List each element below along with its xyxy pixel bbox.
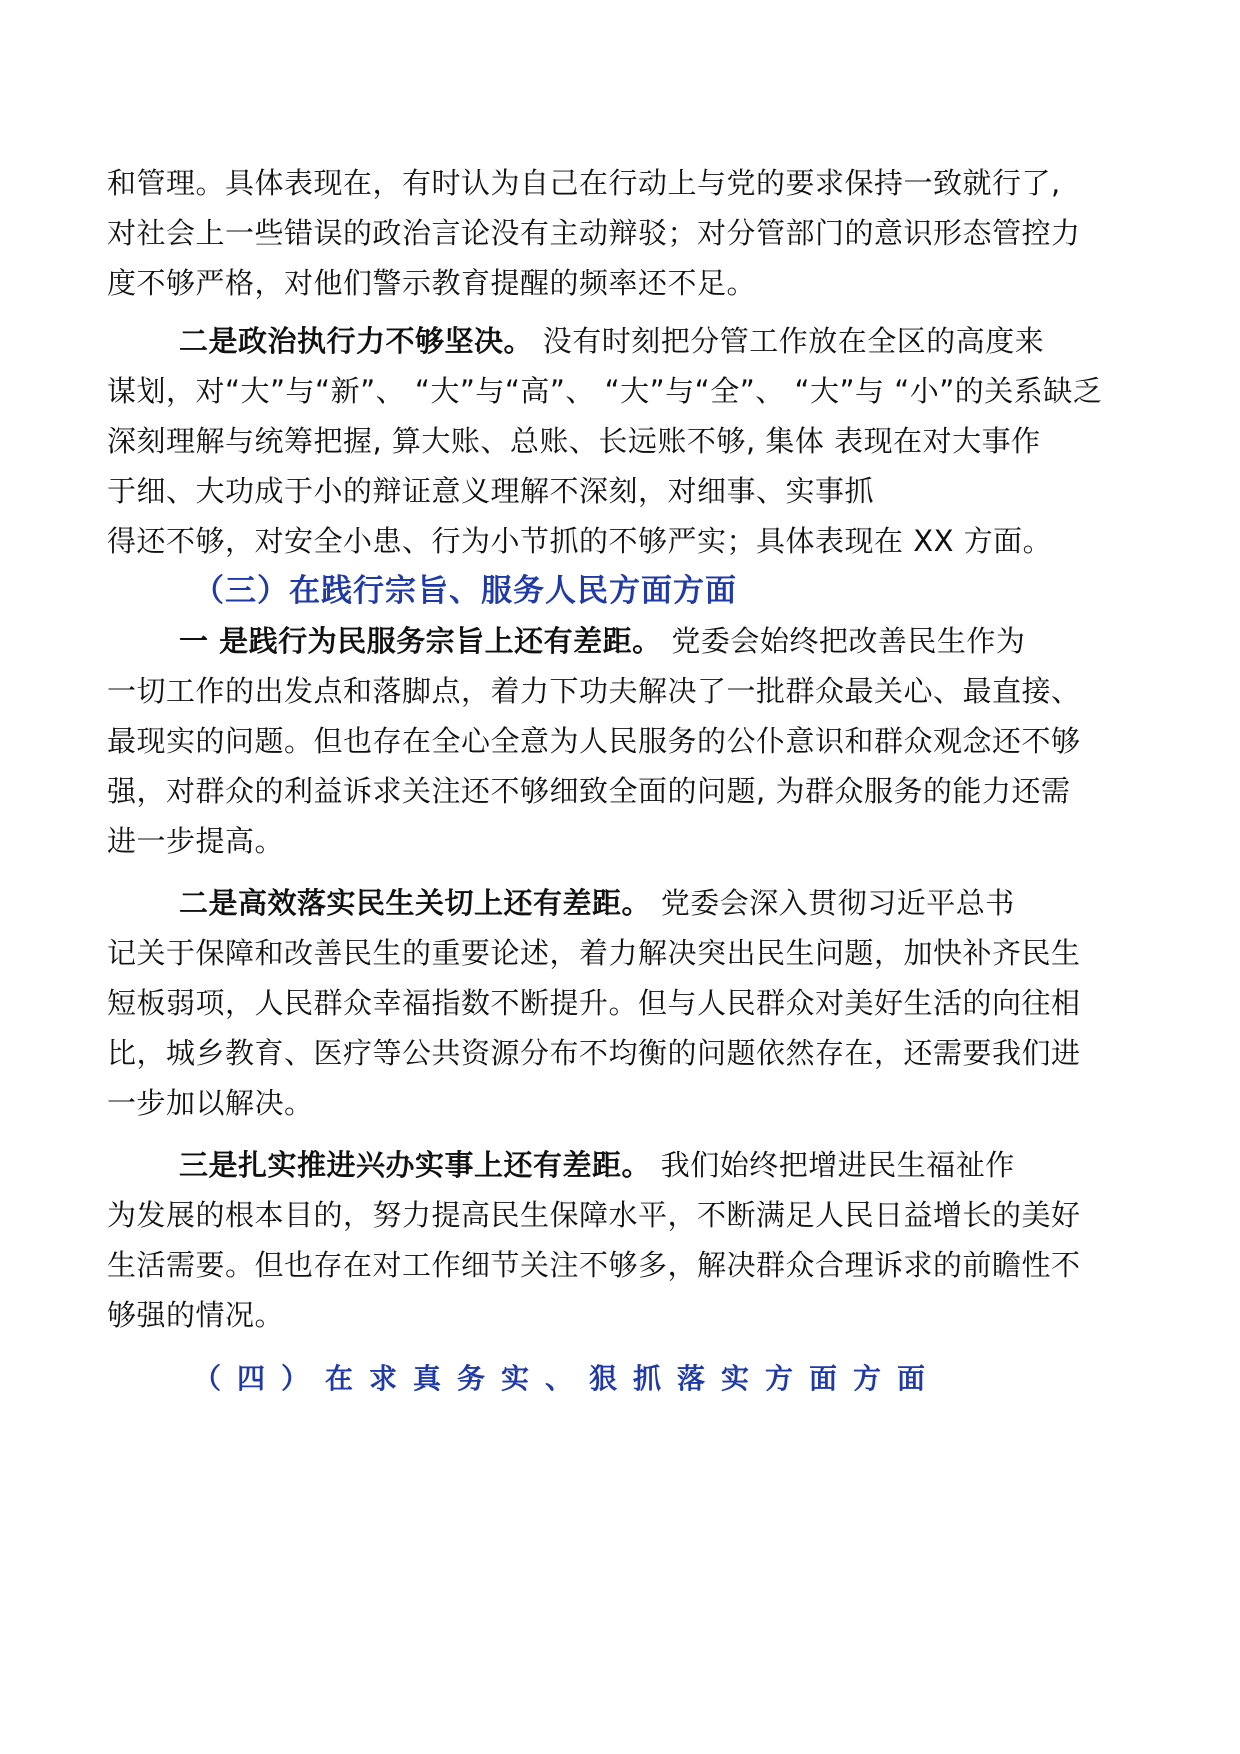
text-line: 生活需要。但也存在对工作细节关注不够多，解决群众合理诉求的前瞻性不 xyxy=(107,1248,1081,1282)
text-line: 于细、大功成于小的辩证意义理解不深刻，对细事、实事抓 xyxy=(107,474,875,508)
paragraph-ideology-management xyxy=(107,158,1137,308)
text-line: 深刻理解与统筹把握, 算大账、总账、长远账不够, 集体 表现在对大事作 xyxy=(107,424,1041,458)
paragraph-text: 党委会始终把改善民生作为 xyxy=(661,624,1026,658)
section-heading-3: （三）在践行宗旨、服务人民方面方面 xyxy=(193,573,737,609)
paragraph-text: 我们始终把增进民生福祉作 xyxy=(651,1148,1015,1182)
text-line: 够强的情况。 xyxy=(107,1298,285,1332)
text-line: 强，对群众的利益诉求关注还不够细致全面的问题, 为群众服务的能力还需 xyxy=(107,774,1071,808)
text-line: 对社会上一些错误的政治言论没有主动辩驳；对分管部门的意识形态管控力 xyxy=(107,216,1081,250)
text-line: 和管理。具体表现在，有时认为自己在行动上与党的要求保持一致就行了, xyxy=(107,166,1061,200)
text-line: 短板弱项，人民群众幸福指数不断提升。但与人民群众对美好生活的向往相 xyxy=(107,986,1081,1020)
section-heading-4: （四）在求真务实、狠抓落实方面方面 xyxy=(193,1362,942,1395)
paragraph-lead: 一 是践行为民服务宗旨上还有差距。 xyxy=(179,624,662,658)
text-line: 最现实的问题。但也存在全心全意为人民服务的公仆意识和群众观念还不够 xyxy=(107,724,1081,758)
text-line: 度不够严格，对他们警示教育提醒的频率还不足。 xyxy=(107,266,757,300)
paragraph-text: 没有时刻把分管工作放在全区的高度来 xyxy=(533,324,1045,358)
text-line: 得还不够，对安全小患、行为小节抓的不够严实；具体表现在 XX 方面。 xyxy=(107,524,1053,558)
text-line xyxy=(107,616,1137,666)
paragraph-lead: 二是高效落实民生关切上还有差距。 xyxy=(179,886,652,920)
text-line: 比，城乡教育、医疗等公共资源分布不均衡的问题依然存在，还需要我们进 xyxy=(107,1036,1081,1070)
text-line: 记关于保障和改善民生的重要论述，着力解决突出民生问题，加快补齐民生 xyxy=(107,936,1081,970)
paragraph-text: 党委会深入贯彻习近平总书 xyxy=(651,886,1015,920)
paragraph-livelihood xyxy=(107,878,1137,1128)
paragraph-political-execution xyxy=(107,316,1137,566)
text-line: 谋划，对“大”与“新”、 “大”与“高”、 “大”与“全”、 “大”与 “小”的关系缺乏 xyxy=(107,374,1103,408)
text-line: 为发展的根本目的，努力提高民生保障水平，不断满足人民日益增长的美好 xyxy=(107,1198,1081,1232)
text-line xyxy=(107,1140,1137,1190)
document-body xyxy=(107,158,1137,1404)
text-line: 进一步提高。 xyxy=(107,824,285,858)
paragraph-serve-people xyxy=(107,616,1137,866)
text-line: 一切工作的出发点和落脚点，着力下功夫解决了一批群众最关心、最直接、 xyxy=(107,674,1081,708)
text-line xyxy=(107,316,1137,366)
paragraph-practical-matters xyxy=(107,1140,1137,1340)
text-line xyxy=(107,878,1137,928)
paragraph-lead: 三是扎实推进兴办实事上还有差距。 xyxy=(179,1148,652,1182)
paragraph-lead: 二是政治执行力不够坚决。 xyxy=(179,324,534,358)
text-line: 一步加以解决。 xyxy=(107,1086,314,1120)
